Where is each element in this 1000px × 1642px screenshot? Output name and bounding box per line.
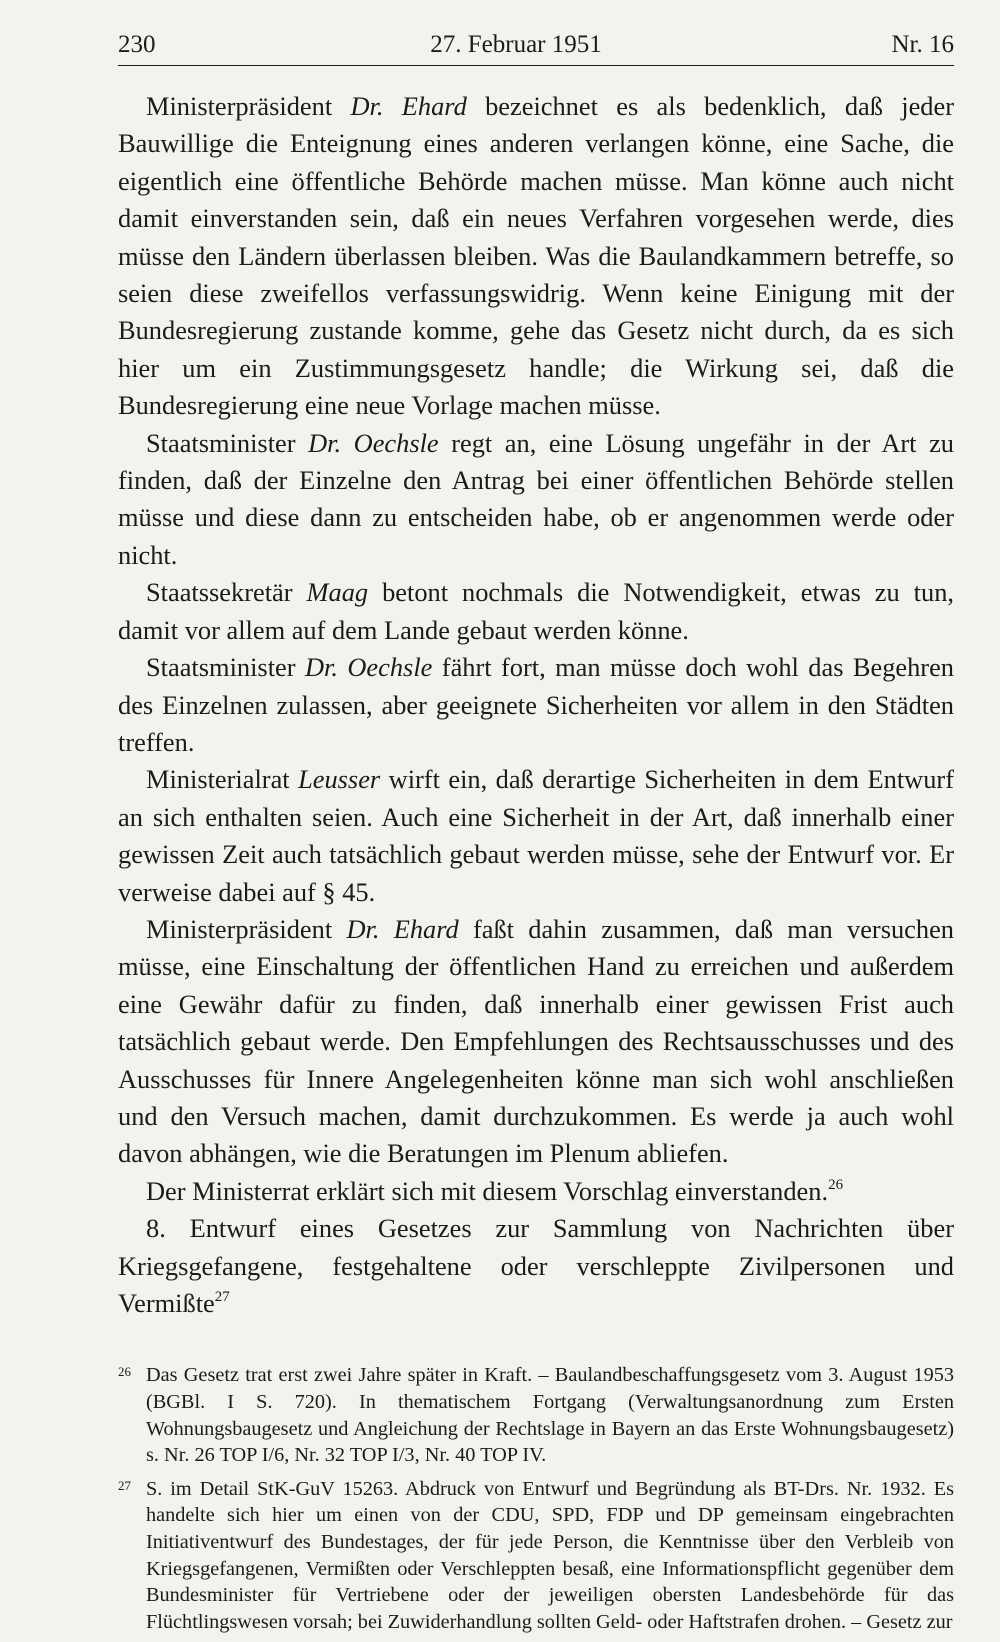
speaker-name: Dr. Ehard xyxy=(346,913,459,944)
page-number: 230 xyxy=(118,31,156,58)
running-header xyxy=(118,28,954,66)
footnote-text: S. im Detail StK-GuV 15263. Abdruck von Entwurf und Begründung als BT-Drs. Nr. 1932. Es handelte sich hier um einen von der CDU, SPD, FDP und DP gemeinsam eingebrachten Initiativentwurf des Bundestages, der für jede Person, die Kenntnisse über den Verbleib von Kriegsgefangenen, Vermißten oder Verschleppten besaß, eine Informationspflicht gegenüber dem Bundesminister für Vertriebene oder der jeweiligen obersten Landesbehörde für das Flüchtlingswesen vorsah; bei Zuwiderhandlung sollten Geld- oder Haftstrafen drohen. – Gesetz zur xyxy=(146,1477,954,1633)
footnote-number: 27 xyxy=(118,1477,131,1493)
footnote xyxy=(118,1476,954,1636)
paragraph: Ministerpräsident Dr. Ehard bezeichnet es als bedenklich, daß jeder Bauwillige die Enteignung eines anderen verlangen könne, eine Sache, die eigentlich eine öffentliche Behörde machen müsse. Man könne auch nicht damit einverstanden sein, daß ein neues Verfahren vorgesehen werde, dies müsse den Ländern überlassen bleiben. Was die Baulandkammern betreffe, so seien diese zweifellos verfassungswidrig. Wenn keine Einigung mit der Bundesregierung zustande komme, gehe das Gesetz nicht durch, da es sich hier um ein Zustimmungsgesetz handle; die Wirkung sei, daß die Bundesregierung eine neue Vorlage machen müsse. xyxy=(118,91,954,421)
document-page xyxy=(118,28,954,1642)
paragraph: Staatssekretär Maag betont nochmals die Notwendigkeit, etwas zu tun, damit vor allem auf dem Lande gebaut werden könne. xyxy=(118,577,955,645)
footnotes xyxy=(118,1362,954,1635)
footnote xyxy=(118,1362,954,1468)
header-date: 27. Februar 1951 xyxy=(430,31,602,58)
speaker-name: Maag xyxy=(306,577,369,608)
paragraph: Staatsminister Dr. Oechsle regt an, eine Lösung ungefähr in der Art zu finden, daß der Einzelne den Antrag bei einer öffentlichen Behörde stellen müsse und diese dann zu entscheiden habe, ob er angenommen werde oder nicht. xyxy=(118,427,954,570)
speaker-name: Dr. Oechsle xyxy=(308,427,439,458)
speaker-name: Dr. Ehard xyxy=(350,91,467,121)
issue-number: Nr. 16 xyxy=(891,31,954,58)
footnote-number: 26 xyxy=(118,1364,131,1380)
speaker-name: Dr. Oechsle xyxy=(304,652,433,683)
footnote-text: Das Gesetz trat erst zwei Jahre später in Kraft. – Baulandbeschaffungsgesetz vom 3. August 1953 (BGBl. I S. 720). In thematischem Fortgang (Verwaltungsanordnung zum Ersten Wohnungsbaugesetz und Angleichung der Rechtslage in Bayern an das Erste Wohnungsbaugesetz) s. Nr. 26 TOP I/6, Nr. 32 TOP I/3, Nr. 40 TOP IV. xyxy=(146,1364,954,1467)
speaker-name: Leusser xyxy=(298,764,381,795)
footnote-ref: 26 xyxy=(828,1176,844,1193)
agenda-item: 8. Entwurf eines Gesetzes zur Sammlung von Nachrichten über Kriegsgefangene, festgehaltene oder verschleppte Zivilpersonen und Vermißte$^{27}$ xyxy=(118,1213,954,1318)
paragraph: Ministerpräsident Dr. Ehard faßt dahin zusammen, daß man versuchen müsse, eine Einschaltung der öffentlichen Hand zu erreichen und außerdem eine Gewähr dafür zu finden, daß innerhalb einer gewissen Frist auch tatsächlich gebaut werde. Den Empfehlungen des Rechtsausschusses und des Ausschusses für Innere Angelegenheiten könne man sich wohl anschließen und den Versuch machen, damit durchzukommen. Es werde ja auch wohl davon abhängen, wie die Beratungen im Plenum abliefen. xyxy=(118,913,954,1169)
paragraph: Ministerialrat Leusser wirft ein, daß derartige Sicherheiten in dem Entwurf an sich enthalten seien. Auch eine Sicherheit in der Art, daß innerhalb einer gewissen Zeit auch tatsächlich gebaut werden müsse, sehe der Entwurf vor. Er verweise dabei auf § 45. xyxy=(118,764,954,907)
paragraph: Staatsminister Dr. Oechsle fährt fort, man müsse doch wohl das Begehren des Einzelnen zulassen, aber geeignete Sicherheiten vor allem in den Städten treffen. xyxy=(118,652,954,757)
main-text xyxy=(118,88,954,1322)
footnote-ref: 27 xyxy=(214,1289,230,1305)
paragraph: Der Ministerrat erklärt sich mit diesem Vorschlag einverstanden.$^{26}$ xyxy=(146,1175,844,1206)
